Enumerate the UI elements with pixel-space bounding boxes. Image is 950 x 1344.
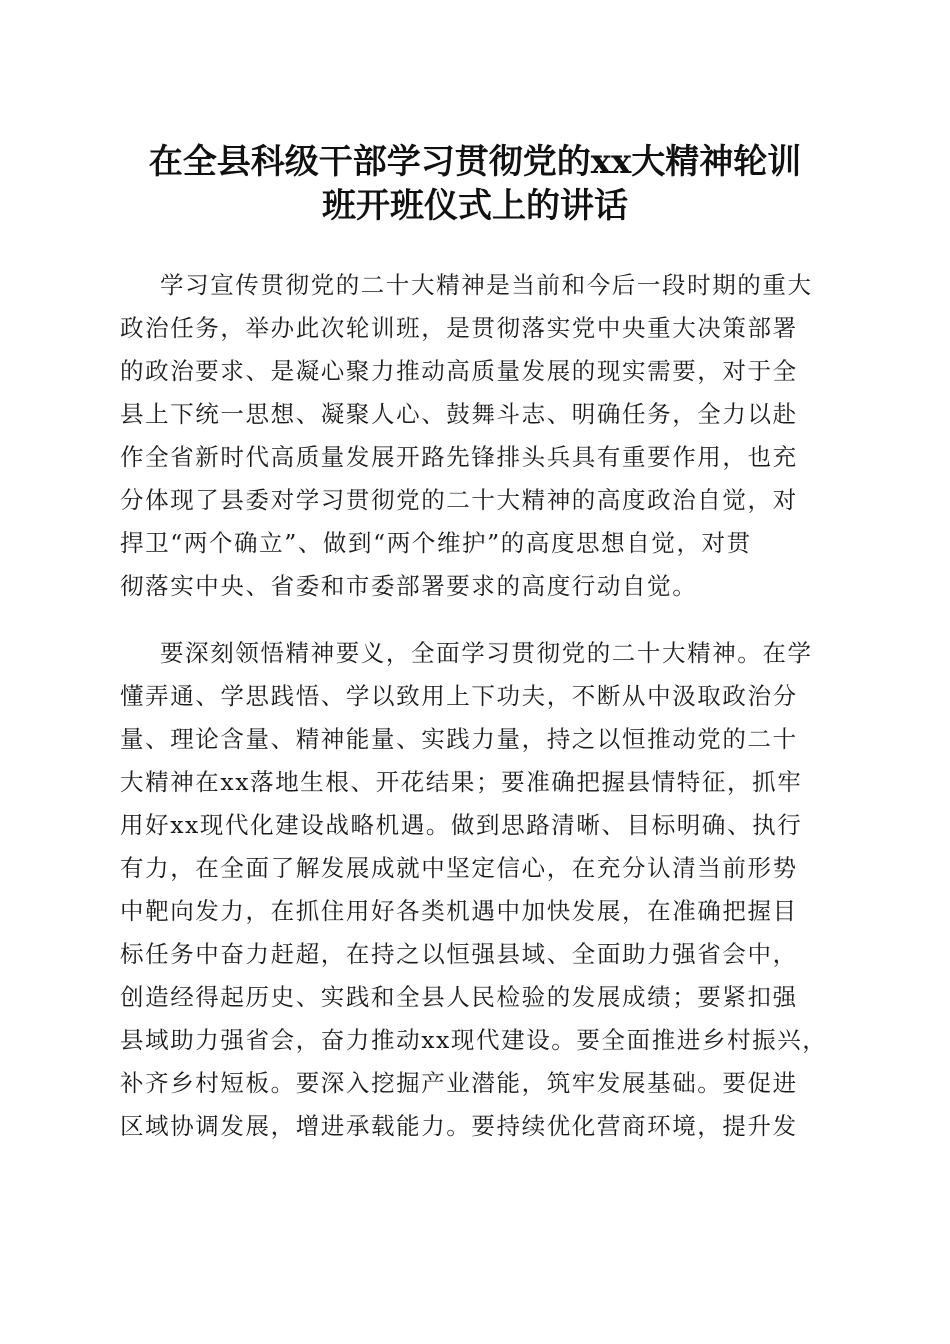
paragraph-1-line-8: 彻落实中央、省委和市委部署要求的高度行动自觉。 (120, 572, 698, 600)
paragraph-1-line-1: 学习宣传贯彻党的二十大精神是当前和今后一段时期的重大 (160, 271, 813, 299)
paragraph-2-line-10: 县域助力强省会，奋力推动xx现代建设。要全面推进乡村振兴， (120, 1026, 828, 1054)
paragraph-2-line-12: 区域协调发展，增进承载能力。要持续优化营商环境，提升发 (120, 1112, 798, 1140)
paragraph-2-line-9: 创造经得起历史、实践和全县人民检验的发展成绩；要紧扣强 (120, 983, 798, 1011)
paragraph-2-line-8: 标任务中奋力赶超，在持之以恒强县域、全面助力强省会中， (120, 940, 798, 968)
paragraph-2-line-11: 补齐乡村短板。要深入挖掘产业潜能，筑牢发展基础。要促进 (120, 1069, 798, 1097)
paragraph-2-line-6: 有力，在全面了解发展成就中坚定信心，在充分认清当前形势 (120, 854, 798, 882)
paragraph-1-line-4: 县上下统一思想、凝聚人心、鼓舞斗志、明确任务，全力以赴 (120, 400, 798, 428)
paragraph-2-line-7: 中靶向发力，在抓住用好各类机遇中加快发展，在准确把握目 (120, 897, 798, 925)
paragraph-1-line-6: 分体现了县委对学习贯彻党的二十大精神的高度政治自觉，对 (120, 486, 798, 514)
paragraph-2-line-3: 量、理论含量、精神能量、实践力量，持之以恒推动党的二十 (120, 725, 798, 753)
paragraph-2-line-1: 要深刻领悟精神要义，全面学习贯彻党的二十大精神。在学 (160, 639, 813, 667)
paragraph-2-line-4: 大精神在xx落地生根、开花结果；要准确把握县情特征，抓牢 (120, 768, 803, 796)
document-title-line-1: 在全县科级干部学习贯彻党的xx大精神轮训 (148, 142, 802, 182)
paragraph-1-line-5: 作全省新时代高质量发展开路先锋排头兵具有重要作用，也充 (120, 443, 798, 471)
document-title-line-2: 班开班仪式上的讲话 (322, 186, 628, 226)
paragraph-1-line-3: 的政治要求、是凝心聚力推动高质量发展的现实需要，对于全 (120, 357, 798, 385)
paragraph-1-line-7: 捍卫“两个确立”、做到“两个维护”的高度思想自觉，对贯 (120, 529, 752, 557)
paragraph-2-line-2: 懂弄通、学思践悟、学以致用上下功夫，不断从中汲取政治分 (120, 682, 798, 710)
paragraph-2-line-5: 用好xx现代化建设战略机遇。做到思路清晰、目标明确、执行 (120, 811, 803, 839)
paragraph-1-line-2: 政治任务，举办此次轮训班，是贯彻落实党中央重大决策部署 (120, 314, 798, 342)
